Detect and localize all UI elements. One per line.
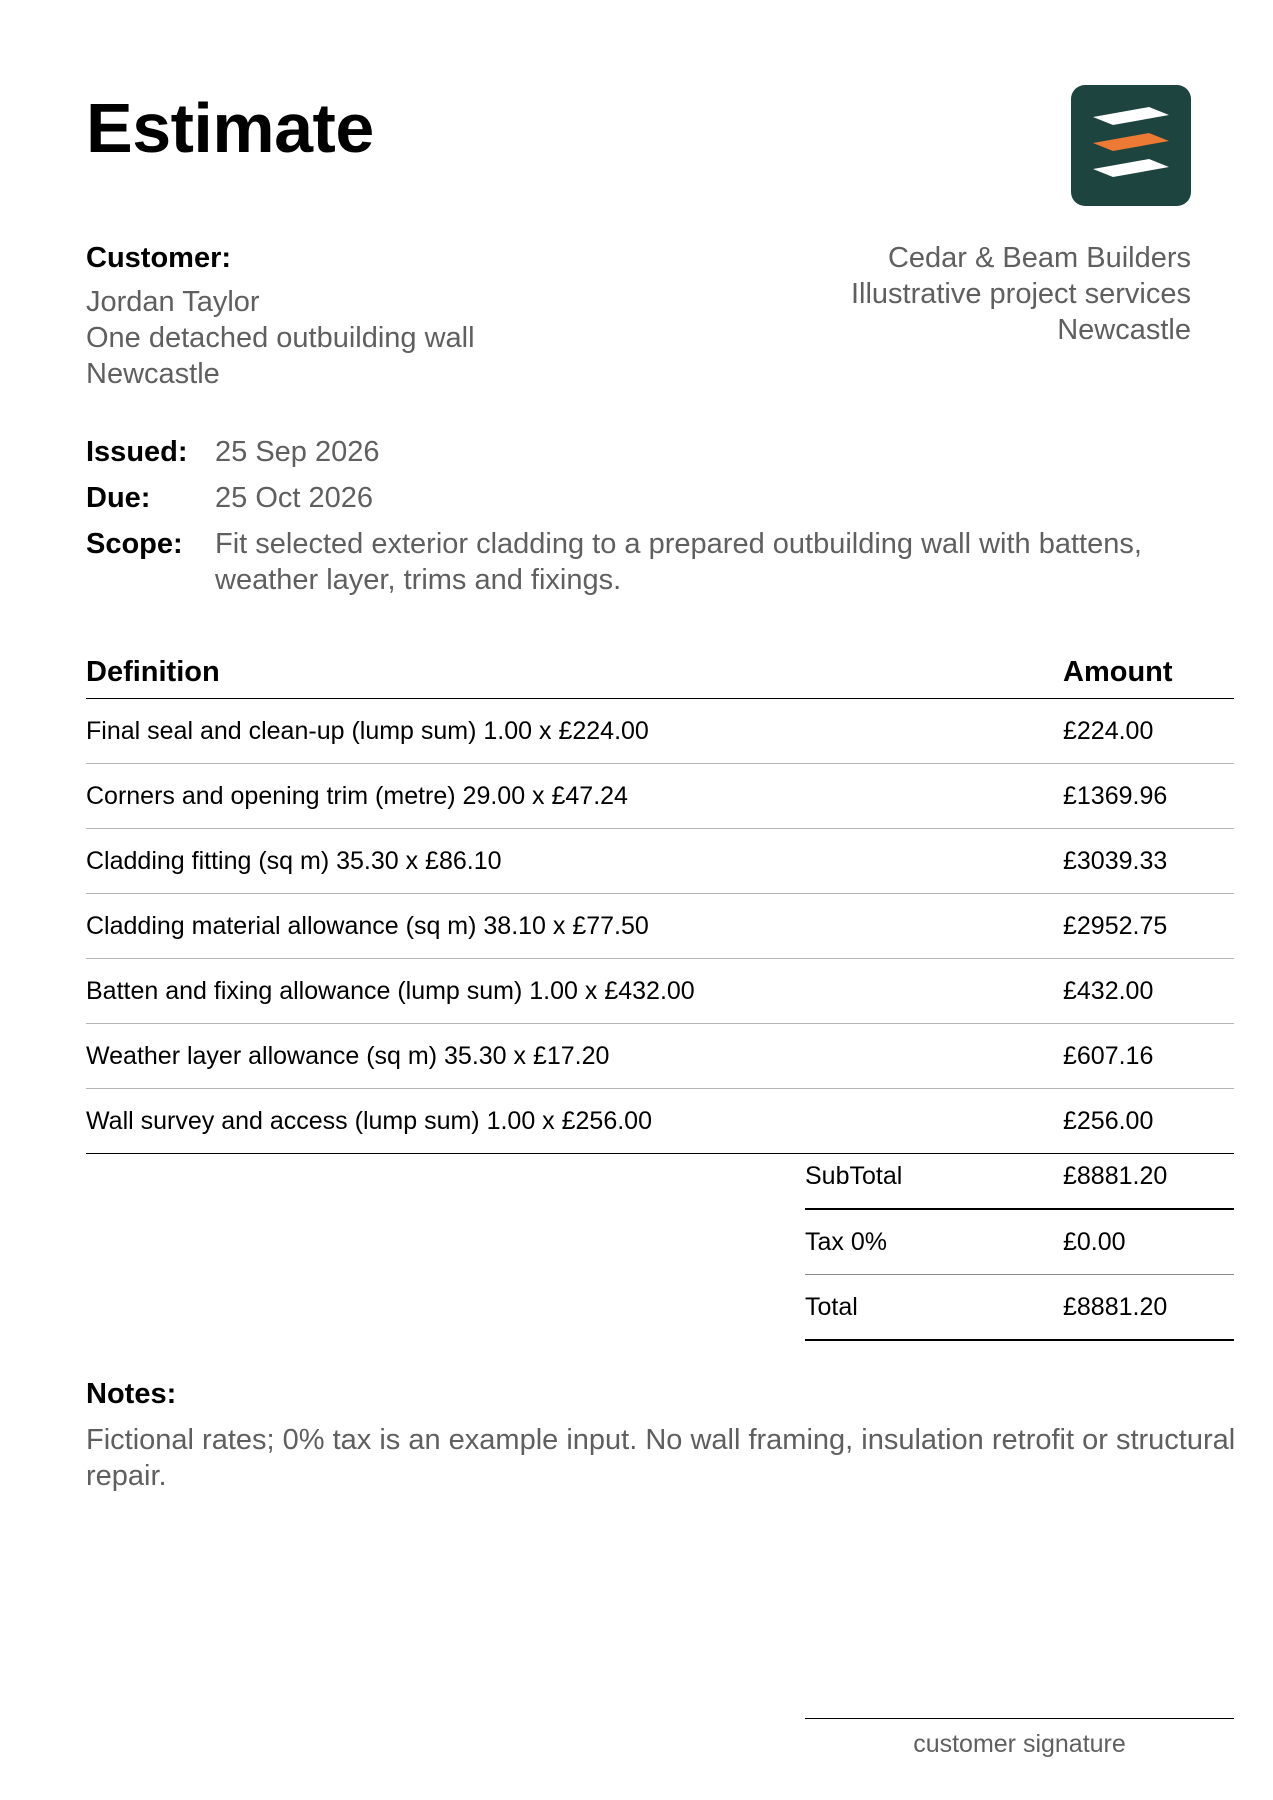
company-tagline: Illustrative project services: [850, 278, 1191, 310]
company-name: Cedar & Beam Builders: [887, 242, 1191, 274]
line-item-amount: £2952.75: [1063, 911, 1168, 940]
total-value: £8881.20: [1063, 1292, 1168, 1321]
notes-label: Notes:: [86, 1378, 177, 1410]
notes-text: Fictional rates; 0% tax is an example input. No wall framing, insulation retrofit or structural repair.: [86, 1424, 1236, 1492]
subtotal-label: SubTotal: [805, 1161, 903, 1190]
line-item-amount: £3039.33: [1063, 846, 1168, 875]
issued-row: [86, 434, 1236, 470]
line-items-table: [86, 652, 1234, 1154]
scope-row: [86, 526, 1236, 598]
signature-label: customer signature: [913, 1730, 1126, 1758]
tax-value: £0.00: [1063, 1227, 1126, 1256]
column-header-amount: Amount: [1063, 656, 1173, 688]
table-row: [86, 1024, 1234, 1089]
column-header-definition: Definition: [86, 656, 220, 688]
line-item-amount: £607.16: [1063, 1041, 1154, 1070]
line-item-amount: £432.00: [1063, 976, 1154, 1005]
tax-label: Tax 0%: [805, 1227, 887, 1256]
stacked-layers-logo: [1071, 85, 1191, 206]
customer-details: [86, 284, 475, 392]
customer-label: Customer:: [86, 242, 232, 274]
scope-label: Scope:: [86, 528, 183, 560]
line-item-definition: Cladding fitting (sq m) 35.30 x £86.10: [86, 846, 502, 875]
table-row: [86, 959, 1234, 1024]
company-city: Newcastle: [1057, 314, 1191, 346]
scope-text: Fit selected exterior cladding to a prepared outbuilding wall with battens, weather layer, trims and fixings.: [215, 528, 1142, 596]
totals-block: [805, 1144, 1234, 1341]
document-title: Estimate: [86, 89, 374, 167]
company-details: [851, 240, 1191, 348]
table-row: [86, 894, 1234, 959]
line-item-amount: £224.00: [1063, 716, 1154, 745]
line-item-definition: Corners and opening trim (metre) 29.00 x £47.24: [86, 781, 628, 810]
line-item-definition: Final seal and clean-up (lump sum) 1.00 x £224.00: [86, 716, 649, 745]
line-item-amount: £256.00: [1063, 1106, 1154, 1135]
subtotal-row: [805, 1144, 1234, 1210]
table-header: [86, 652, 1234, 699]
due-row: [86, 480, 1236, 516]
table-row: [86, 699, 1234, 764]
line-item-definition: Weather layer allowance (sq m) 35.30 x £17.20: [86, 1041, 610, 1070]
due-date: 25 Oct 2026: [215, 482, 373, 514]
estimate-meta: [86, 434, 1236, 608]
line-item-definition: Wall survey and access (lump sum) 1.00 x £256.00: [86, 1106, 652, 1135]
issued-label: Issued:: [86, 436, 188, 468]
signature-line: [805, 1718, 1234, 1719]
subtotal-value: £8881.20: [1063, 1161, 1168, 1190]
tax-row: [805, 1210, 1234, 1275]
customer-city: Newcastle: [86, 358, 220, 390]
total-row: [805, 1275, 1234, 1341]
customer-name: Jordan Taylor: [86, 286, 260, 318]
line-item-definition: Batten and fixing allowance (lump sum) 1.00 x £432.00: [86, 976, 695, 1005]
total-label: Total: [805, 1292, 858, 1321]
issued-date: 25 Sep 2026: [215, 436, 380, 468]
line-item-amount: £1369.96: [1063, 781, 1168, 810]
customer-project: One detached outbuilding wall: [86, 322, 475, 354]
table-row: [86, 829, 1234, 894]
line-item-definition: Cladding material allowance (sq m) 38.10 x £77.50: [86, 911, 649, 940]
due-label: Due:: [86, 482, 151, 514]
table-row: [86, 764, 1234, 829]
